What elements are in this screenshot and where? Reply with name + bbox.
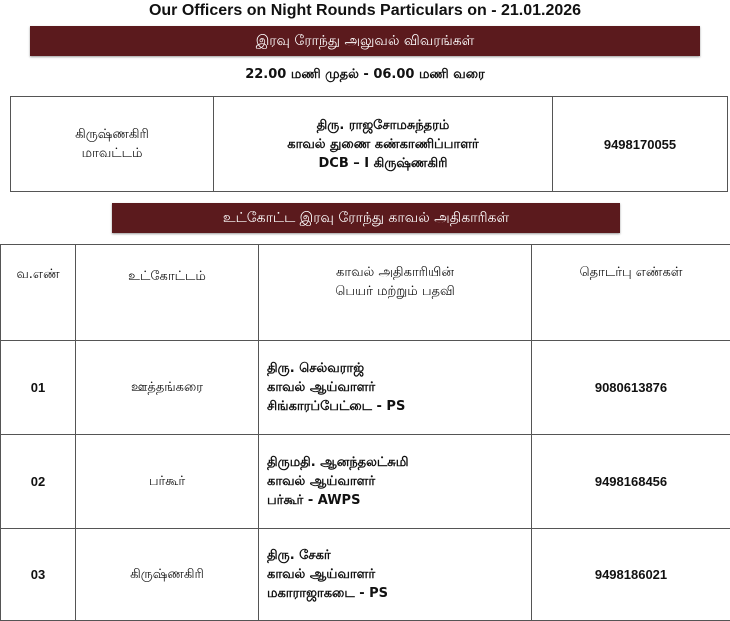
header-serial: வ.எண் [1, 245, 76, 341]
night-rounds-banner: இரவு ரோந்து அலுவல் விவரங்கள் [30, 26, 700, 56]
header-officer-line2: பெயர் மற்றும் பதவி [260, 282, 530, 301]
district-officer-unit: DCB – I கிருஷ்ணகிரி [215, 154, 551, 173]
table-row [1, 529, 730, 621]
district-officer-table [10, 96, 728, 192]
district-name-line2: மாவட்டம் [12, 144, 212, 163]
row-phone: 9498168456 [532, 435, 730, 529]
district-officer-phone: 9498170055 [553, 97, 728, 192]
district-officer-cell [214, 97, 553, 192]
district-officer-name: திரு. ராஜசோமசுந்தரம் [215, 116, 551, 135]
header-officer-line1: காவல் அதிகாரியின் [260, 263, 530, 282]
row-serial: 02 [1, 435, 76, 529]
row-officer-designation: காவல் ஆய்வாளர் [267, 378, 530, 397]
row-serial: 03 [1, 529, 76, 621]
row-officer-designation: காவல் ஆய்வாளர் [267, 472, 530, 491]
row-officer [259, 435, 532, 529]
row-officer-name: திருமதி. ஆனந்தலட்சுமி [267, 453, 530, 472]
page-title: Our Officers on Night Rounds Particulars on - 21.01.2026 [0, 0, 730, 22]
table-row [1, 435, 730, 529]
subdivision-officers-banner: உட்கோட்ட இரவு ரோந்து காவல் அதிகாரிகள் [112, 203, 620, 233]
row-phone: 9498186021 [532, 529, 730, 621]
row-officer-designation: காவல் ஆய்வாளர் [267, 565, 530, 584]
row-officer-station: சிங்காரப்பேட்டை - PS [267, 397, 530, 416]
row-phone: 9080613876 [532, 341, 730, 435]
header-subdivision: உட்கோட்டம் [76, 245, 259, 341]
district-name-line1: கிருஷ்ணகிரி [12, 125, 212, 144]
district-name-cell [11, 97, 214, 192]
header-contact: தொடர்பு எண்கள் [532, 245, 730, 341]
row-officer-name: திரு. சேகர் [267, 546, 530, 565]
row-serial: 01 [1, 341, 76, 435]
row-subdivision: ஊத்தங்கரை [76, 341, 259, 435]
row-officer-name: திரு. செல்வராஜ் [267, 359, 530, 378]
row-subdivision: கிருஷ்ணகிரி [76, 529, 259, 621]
row-subdivision: பர்கூர் [76, 435, 259, 529]
row-officer-station: மகாராஜாகடை - PS [267, 584, 530, 603]
row-officer [259, 341, 532, 435]
header-officer [259, 245, 532, 341]
table-header-row [1, 245, 730, 341]
district-officer-designation: காவல் துணை கண்காணிப்பாளர் [215, 135, 551, 154]
row-officer [259, 529, 532, 621]
timing-text: 22.00 மணி முதல் - 06.00 மணி வரை [0, 64, 730, 86]
table-row [1, 341, 730, 435]
subdivision-officers-table [0, 244, 730, 621]
row-officer-station: பர்கூர் - AWPS [267, 491, 530, 510]
